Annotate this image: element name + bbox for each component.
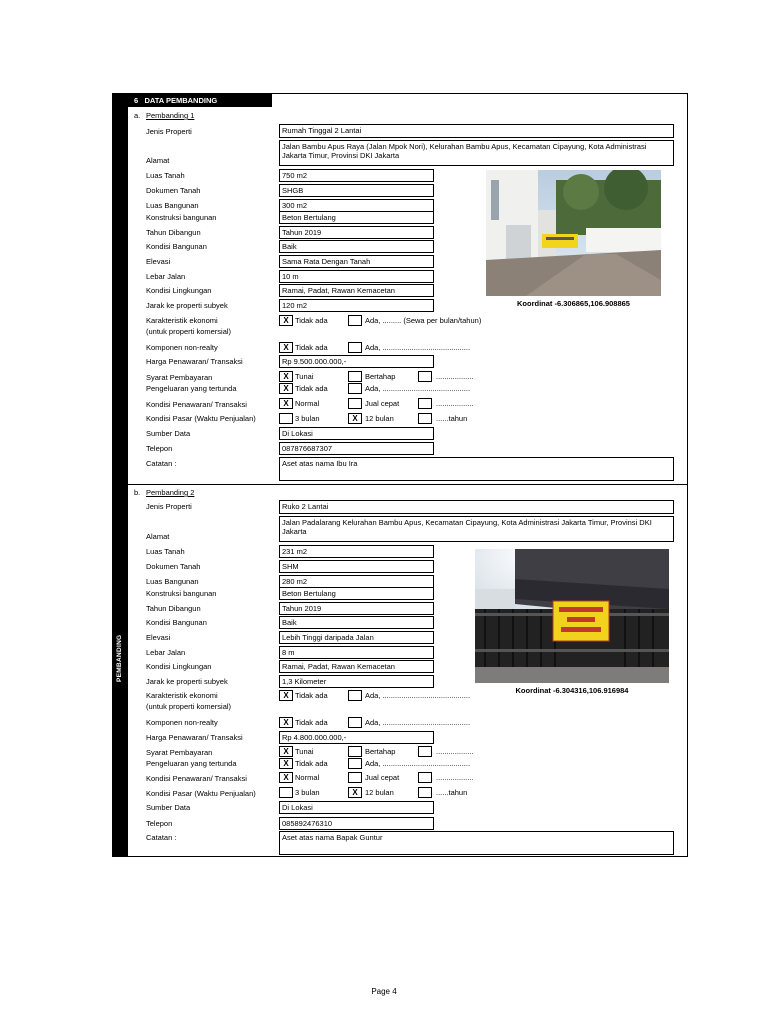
p2-label-tahun: Tahun Dibangun [146,604,201,613]
p2-bertahap-label: Bertahap [365,747,396,756]
p2-syarat-lain-label: .................. [436,747,474,756]
p2-penawaran-lain-label: .................. [436,773,474,782]
p1-label-sumber: Sumber Data [146,429,191,438]
p1-label-dokumen: Dokumen Tanah [146,186,201,195]
p1-label-karakteristik-sub: (untuk properti komersial) [146,327,232,336]
p1-label-kondisi-pasar: Kondisi Pasar (Waktu Penjualan) [146,414,256,423]
p2-label-pengeluaran: Pengeluaran yang tertunda [146,759,237,768]
section-number: 6 [134,96,139,105]
p1-label-catatan: Catatan : [146,459,177,468]
p1-tunai-checkbox[interactable]: X [279,371,293,382]
p2-tunai-label: Tunai [295,747,314,756]
p1-3bulan-label: 3 bulan [295,414,320,423]
p2-komponen-ada-label: Ada, .......................................... [365,718,471,727]
p2-label-karakteristik: Karakteristik ekonomi [146,691,218,700]
p1-label-luas-bangunan: Luas Bangunan [146,201,199,210]
p2-luas-tanah-field[interactable]: 231 m2 [279,545,434,558]
p1-alamat-field[interactable]: Jalan Bambu Apus Raya (Jalan Mpok Nori), Kelurahan Bambu Apus, Kecamatan Cipayung, Kota Administrasi Jakarta Timur, Provinsi DKI Jakarta [279,140,674,166]
p1-karakteristik-tidak-label: Tidak ada [295,316,328,325]
p1-label-kondisi: Kondisi Bangunan [146,242,207,251]
p2-coordinate: Koordinat -6.304316,106.916984 [515,686,629,695]
p2-normal-checkbox[interactable]: X [279,772,293,783]
p1-normal-label: Normal [295,399,320,408]
p2-label-konstruksi: Konstruksi bangunan [146,589,217,598]
page-number: Page 4 [371,987,397,996]
p2-letter: b. [134,488,141,497]
p2-label-dokumen: Dokumen Tanah [146,562,201,571]
p2-karakteristik-tidak-checkbox[interactable]: X [279,690,293,701]
p1-penawaran-lain-label: .................. [436,399,474,408]
p2-luas-bangunan-field[interactable]: 280 m2 [279,575,434,588]
p1-harga-field[interactable]: Rp 9.500.000.000,- [279,355,434,368]
p2-alamat-field[interactable]: Jalan Padalarang Kelurahan Bambu Apus, Kecamatan Cipayung, Kota Administrasi Jakarta Timur, Provinsi DKI Jakarta [279,516,674,542]
p2-pengeluaran-ada-checkbox[interactable] [348,758,362,769]
p1-label-telepon: Telepon [146,444,173,453]
p1-telepon-field[interactable]: 087876687307 [279,442,434,455]
p2-12bulan-label: 12 bulan [365,788,394,797]
p2-telepon-field[interactable]: 085892476310 [279,817,434,830]
p1-komponen-tidak-checkbox[interactable]: X [279,342,293,353]
p1-label-luas-tanah: Luas Tanah [146,171,185,180]
p2-lingkungan-field[interactable]: Ramai, Padat, Rawan Kemacetan [279,660,434,673]
p1-elevasi-field[interactable]: Sama Rata Dengan Tanah [279,255,434,268]
p2-tahun-checkbox[interactable] [418,787,432,798]
p1-pengeluaran-ada-label: Ada, .......................................... [365,384,471,393]
p2-konstruksi-field[interactable]: Beton Bertulang [279,587,434,600]
p2-komponen-tidak-checkbox[interactable]: X [279,717,293,728]
p2-tahun-label: ......tahun [436,788,468,797]
p2-tahun-field[interactable]: Tahun 2019 [279,602,434,615]
p2-karakteristik-ada-label: Ada, .......................................... [365,691,471,700]
p1-karakteristik-tidak-checkbox[interactable]: X [279,315,293,326]
p2-lebar-jalan-field[interactable]: 8 m [279,646,434,659]
p1-12bulan-label: 12 bulan [365,414,394,423]
p2-label-jenis: Jenis Properti [146,502,192,511]
p2-label-kondisi-penawaran: Kondisi Penawaran/ Transaksi [146,774,247,783]
p1-label-jarak: Jarak ke properti subyek [146,301,228,310]
p1-pengeluaran-ada-checkbox[interactable] [348,383,362,394]
p1-jarak-field[interactable]: 120 m2 [279,299,434,312]
section-title: DATA PEMBANDING [144,96,218,105]
p2-label-luas-tanah: Luas Tanah [146,547,185,556]
p1-jenis-field[interactable]: Rumah Tinggal 2 Lantai [279,124,674,138]
p1-label-konstruksi: Konstruksi bangunan [146,213,217,222]
side-bar [112,93,128,857]
p1-3bulan-checkbox[interactable] [279,413,293,424]
p2-jual-cepat-checkbox[interactable] [348,772,362,783]
p2-label-luas-bangunan: Luas Bangunan [146,577,199,586]
p2-label-alamat: Alamat [146,532,170,541]
p1-kondisi-field[interactable]: Baik [279,240,434,253]
p1-label-kondisi-penawaran: Kondisi Penawaran/ Transaksi [146,400,247,409]
p1-syarat-lain-checkbox[interactable] [418,371,432,382]
p2-bertahap-checkbox[interactable] [348,746,362,757]
p2-catatan-field[interactable]: Aset atas nama Bapak Guntur [279,831,674,855]
p2-label-catatan: Catatan : [146,833,177,842]
p1-coordinate: Koordinat -6.306865,106.908865 [517,299,630,308]
p2-komponen-ada-checkbox[interactable] [348,717,362,728]
p2-12bulan-checkbox[interactable]: X [348,787,362,798]
p1-komponen-tidak-label: Tidak ada [295,343,328,352]
p2-label-syarat: Syarat Pembayaran [146,748,213,757]
p1-karakteristik-ada-label: Ada, ......... (Sewa per bulan/tahun) [365,316,482,325]
p1-tahun-checkbox[interactable] [418,413,432,424]
p2-komponen-tidak-label: Tidak ada [295,718,328,727]
p1-label-lingkungan: Kondisi Lingkungan [146,286,212,295]
p2-normal-label: Normal [295,773,320,782]
p2-jarak-field[interactable]: 1,3 Kilometer [279,675,434,688]
p2-photo-image [475,549,669,683]
p1-title: Pembanding 1 [146,111,195,120]
p2-penawaran-lain-checkbox[interactable] [418,772,432,783]
p1-bertahap-checkbox[interactable] [348,371,362,382]
p2-karakteristik-ada-checkbox[interactable] [348,690,362,701]
p1-catatan-field[interactable]: Aset atas nama Ibu Ira [279,457,674,481]
p1-label-komponen: Komponen non-realty [146,343,218,352]
p2-syarat-lain-checkbox[interactable] [418,746,432,757]
p1-komponen-ada-checkbox[interactable] [348,342,362,353]
p1-label-karakteristik: Karakteristik ekonomi [146,316,218,325]
p2-property-photo [475,549,669,683]
p1-label-jenis: Jenis Properti [146,127,192,136]
p2-label-elevasi: Elevasi [146,633,171,642]
p1-label-alamat: Alamat [146,156,170,165]
p1-syarat-lain-label: .................. [436,372,474,381]
p2-3bulan-checkbox[interactable] [279,787,293,798]
p1-sumber-field[interactable]: Di Lokasi [279,427,434,440]
p1-label-pengeluaran: Pengeluaran yang tertunda [146,384,237,393]
p1-property-photo [486,170,661,296]
p1-jual-cepat-label: Jual cepat [365,399,400,408]
p2-label-karakteristik-sub: (untuk properti komersial) [146,702,232,711]
p1-tahun-label: ......tahun [436,414,468,423]
p1-bertahap-label: Bertahap [365,372,396,381]
p1-12bulan-checkbox[interactable]: X [348,413,362,424]
p2-label-komponen: Komponen non-realty [146,718,218,727]
p1-komponen-ada-label: Ada, .......................................... [365,343,471,352]
p1-letter: a. [134,111,141,120]
p1-tahun-field[interactable]: Tahun 2019 [279,226,434,239]
p2-jenis-field[interactable]: Ruko 2 Lantai [279,500,674,514]
p1-tunai-label: Tunai [295,372,314,381]
p1-konstruksi-field[interactable]: Beton Bertulang [279,211,434,224]
p1-label-syarat: Syarat Pembayaran [146,373,213,382]
p1-label-tahun: Tahun Dibangun [146,228,201,237]
p2-label-jarak: Jarak ke properti subyek [146,677,228,686]
p1-label-harga: Harga Penawaran/ Transaksi [146,357,243,366]
p2-karakteristik-tidak-label: Tidak ada [295,691,328,700]
p2-label-kondisi: Kondisi Bangunan [146,618,207,627]
p1-dokumen-field[interactable]: SHGB [279,184,434,197]
p1-pengeluaran-tidak-label: Tidak ada [295,384,328,393]
p1-luas-bangunan-field[interactable]: 300 m2 [279,199,434,212]
p1-luas-tanah-field[interactable]: 750 m2 [279,169,434,182]
p1-lingkungan-field[interactable]: Ramai, Padat, Rawan Kemacetan [279,284,434,297]
p2-dokumen-field[interactable]: SHM [279,560,434,573]
p2-label-sumber: Sumber Data [146,803,191,812]
p1-photo-image [486,170,661,296]
p1-karakteristik-ada-checkbox[interactable] [348,315,362,326]
side-label: PEMBANDING [116,634,123,682]
p2-3bulan-label: 3 bulan [295,788,320,797]
p1-pengeluaran-tidak-checkbox[interactable]: X [279,383,293,394]
section-header [134,96,217,105]
p2-label-telepon: Telepon [146,819,173,828]
p1-lebar-jalan-field[interactable]: 10 m [279,270,434,283]
p2-label-lebar-jalan: Lebar Jalan [146,648,186,657]
p2-elevasi-field[interactable]: Lebih Tinggi daripada Jalan [279,631,434,644]
p2-pengeluaran-ada-label: Ada, .......................................... [365,759,471,768]
p1-label-elevasi: Elevasi [146,257,171,266]
p2-sumber-field[interactable]: Di Lokasi [279,801,434,814]
p1-label-lebar-jalan: Lebar Jalan [146,272,186,281]
p1-jual-cepat-checkbox[interactable] [348,398,362,409]
p2-harga-field[interactable]: Rp 4.800.000.000,- [279,731,434,744]
p2-label-harga: Harga Penawaran/ Transaksi [146,733,243,742]
p2-label-kondisi-pasar: Kondisi Pasar (Waktu Penjualan) [146,789,256,798]
p2-jual-cepat-label: Jual cepat [365,773,400,782]
p2-title: Pembanding 2 [146,488,195,497]
p2-label-lingkungan: Kondisi Lingkungan [146,662,212,671]
p2-pengeluaran-tidak-checkbox[interactable]: X [279,758,293,769]
p1-penawaran-lain-checkbox[interactable] [418,398,432,409]
p2-pengeluaran-tidak-label: Tidak ada [295,759,328,768]
section-separator [128,484,688,485]
p2-kondisi-field[interactable]: Baik [279,616,434,629]
p1-normal-checkbox[interactable]: X [279,398,293,409]
p2-tunai-checkbox[interactable]: X [279,746,293,757]
